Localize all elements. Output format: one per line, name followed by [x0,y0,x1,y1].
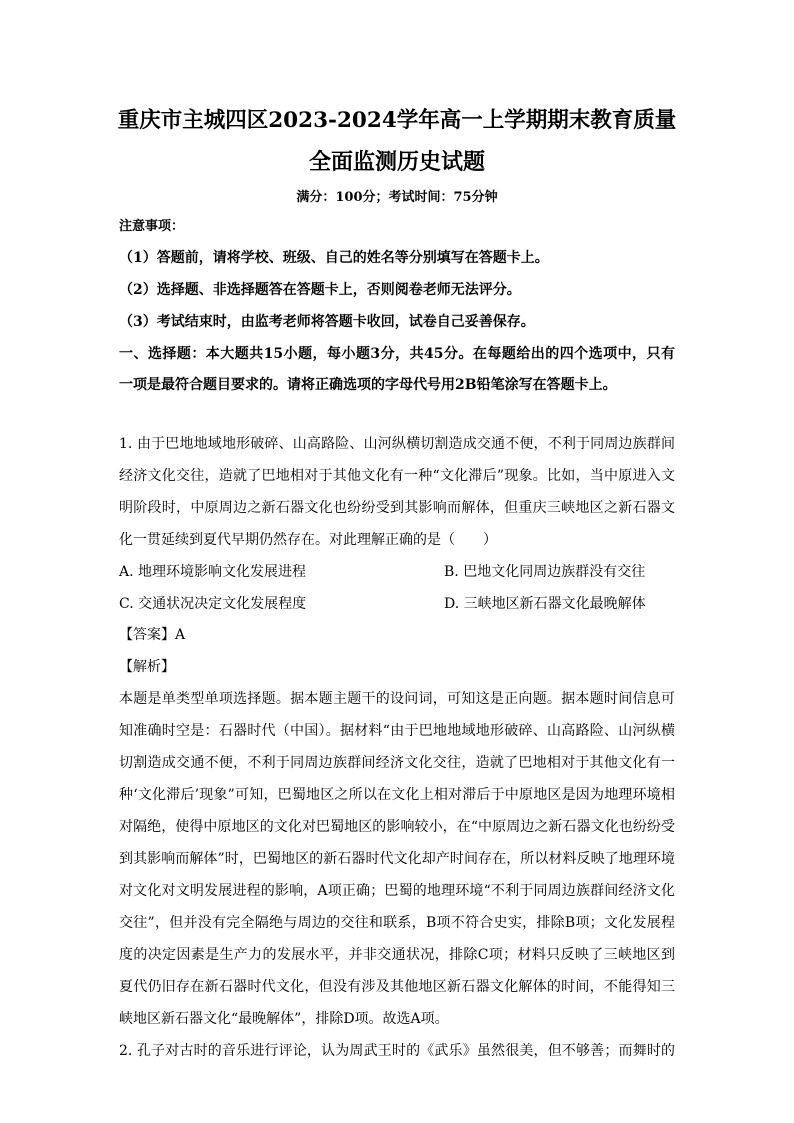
q1-stem-line: 1. 由于巴地地域地形破碎、山高路险、山河纵横切割造成交通不便，不利于同周边族群间 [119,436,675,452]
q1-analysis-line: 本题是单类型单项选择题。据本题主题干的设问词，可知这是正向题。据本题时间信息可 [119,691,675,707]
q1-analysis-line: 对文化对文明发展进程的影响，A项正确；巴蜀的地理环境“不利于同周边族群间经济文化 [119,883,675,899]
q1-analysis-line: 峡地区新石器文化“最晚解体”，排除D项。故选A项。 [119,1011,449,1027]
page-title-line1: 重庆市主城四区2023-2024学年高一上学期期末教育质量 [117,108,677,133]
q1-analysis-line: 知准确时空是：石器时代（中国）。据材料“由于巴地地域地形破碎、山高路险、山河纵横 [119,723,675,739]
q1-analysis-line: 对隔绝，使得中原地区的文化对巴蜀地区的影响较小，在“中原周边之新石器文化也纷纷受 [119,819,675,835]
q1-analysis-line: 到其影响而解体”时，巴蜀地区的新石器时代文化却产时间存在，所以材料反映了地理环境 [119,851,675,867]
q1-stem-line: 化一贯延续到夏代早期仍然存在。对此理解正确的是（ ） [119,532,497,548]
q1-analysis-line: 夏代仍旧存在新石器时代文化，但没有涉及其他地区新石器文化解体的时间，不能得知三 [119,979,675,995]
q1-option-c: C. 交通状况决定文化发展程度 [119,596,307,612]
q1-option-d: D. 三峡地区新石器文化最晚解体 [444,596,646,612]
section1-instruction: 一项是最符合题目要求的。请将正确选项的字母代号用2B铅笔涂写在答题卡上。 [119,377,617,393]
q1-option-b: B. 巴地文化同周边族群没有交往 [444,564,646,580]
q1-option-a: A. 地理环境影响文化发展进程 [119,564,307,580]
page-title-line2: 全面监测历史试题 [308,149,485,175]
notes-item: （2）选择题、非选择题答在答题卡上，否则阅卷老师无法评分。 [119,282,521,298]
q1-analysis-line: 种‘文化滞后’现象”可知，巴蜀地区之所以在文化上相对滞后于中原地区是因为地理环境相 [119,787,675,803]
q1-analysis-line: 交往”，但并没有完全隔绝与周边的交往和联系，B项不符合史实，排除B项；文化发展程 [119,915,675,931]
q1-stem-line: 明阶段时，中原周边之新石器文化也纷纷受到其影响而解体，但重庆三峡地区之新石器文 [119,500,675,516]
notes-heading: 注意事项： [119,219,185,234]
notes-item: （1）答题前，请将学校、班级、自己的姓名等分别填写在答题卡上。 [119,250,549,266]
q2-stem-line: 2. 孔子对古时的音乐进行评论，认为周武王时的《武乐》虽然很美，但不够善；而舞时的 [119,1043,675,1059]
q1-analysis-line: 切割造成交通不便，不利于同周边族群间经济文化交往，造就了巴地相对于其他文化有一 [119,755,675,771]
q1-stem-line: 经济文化交往，造就了巴地相对于其他文化有一种“文化滞后”现象。比如，当中原进入文 [119,468,675,484]
q1-answer: 【答案】A [119,627,186,643]
q1-analysis-heading: 【解析】 [119,659,175,675]
section1-instruction: 一、选择题：本大题共15小题，每小题3分，共45分。在每题给出的四个选项中，只有 [119,346,675,362]
notes-item: （3）考试结束时，由监考老师将答题卡收回，试卷自己妥善保存。 [119,314,535,330]
q1-analysis-line: 度的决定因素是生产力的发展水平，并非交通状况，排除C项；材料只反映了三峡地区到 [119,947,675,963]
exam-info: 满分：100分；考试时间：75分钟 [296,190,498,205]
